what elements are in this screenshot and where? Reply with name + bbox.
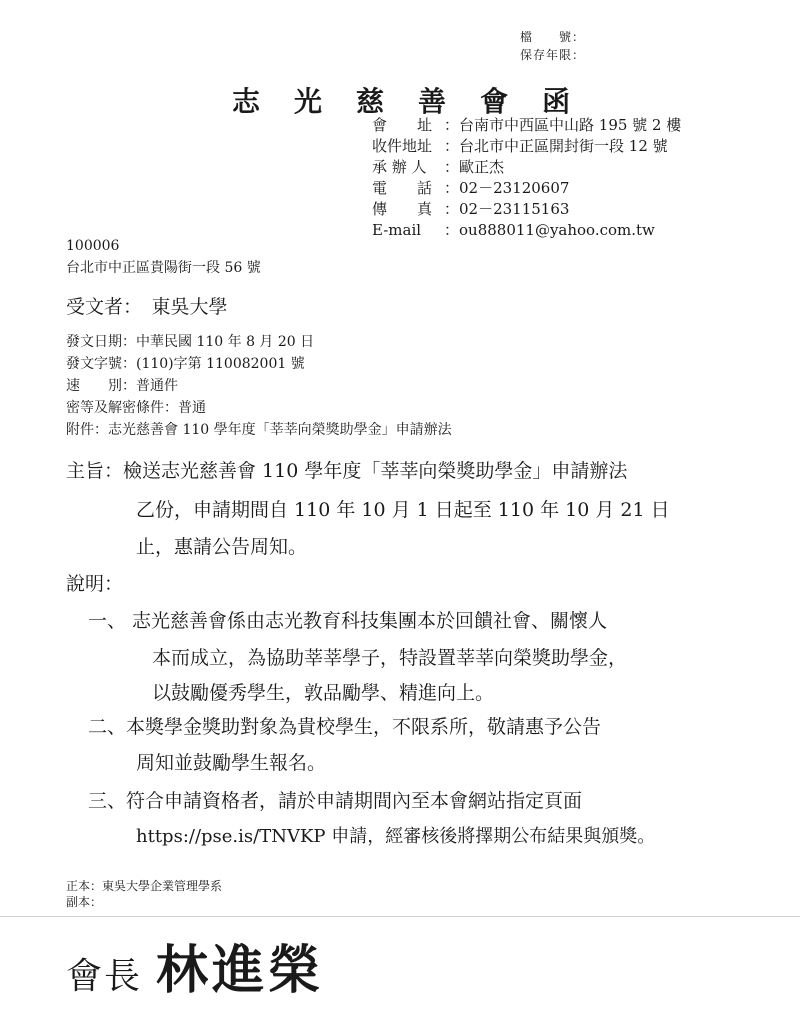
recipient-street-address: 台北市中正區貴陽街一段 56 號 xyxy=(66,260,261,276)
signature-stamp xyxy=(66,928,324,1003)
contact-person-value: ：歐正杰 xyxy=(444,158,505,176)
secrecy-level: 密等及解密條件：普通 xyxy=(66,400,206,416)
email-row xyxy=(372,220,681,241)
signature-title: 會長 xyxy=(66,956,143,997)
title-char: 函 xyxy=(542,85,571,118)
mailing-address-label: 收件地址 xyxy=(372,137,433,155)
phone-value: ：02－23120607 xyxy=(444,179,570,197)
title-char: 會 xyxy=(480,85,509,118)
divider xyxy=(0,916,800,917)
phone-label: 電 話 xyxy=(372,179,433,197)
attachment: 附件：志光慈善會 110 學年度「莘莘向榮獎助學金」申請辦法 xyxy=(66,422,452,438)
explanation-item-3-line-1: 三、符合申請資格者，請於申請期間內至本會網站指定頁面 xyxy=(88,790,583,812)
fax-label: 傳 真 xyxy=(372,200,433,218)
document-title xyxy=(232,80,570,120)
explanation-item-1-line-1: 一、 志光慈善會係由志光教育科技集團本於回饋社會、關懷人 xyxy=(88,610,608,632)
sender-address-value: ：台南市中西區中山路 195 號 2 樓 xyxy=(444,116,682,134)
email-value: ：ou888011@yahoo.com.tw xyxy=(444,221,655,239)
title-char: 慈 xyxy=(356,85,385,118)
explanation-heading: 說明： xyxy=(66,573,124,595)
contact-person-label: 承 辦 人 xyxy=(372,158,427,176)
sender-address-label: 會 址 xyxy=(372,116,433,134)
subject-line-1: 主旨：檢送志光慈善會 110 學年度「莘莘向榮獎助學金」申請辦法 xyxy=(66,460,628,482)
file-number-label: 檔 號： xyxy=(520,30,586,44)
fax-row xyxy=(372,199,681,220)
copy-recipient: 副本： xyxy=(66,895,103,909)
sender-address-row xyxy=(372,115,681,136)
mailing-address-value: ：台北市中正區開封街一段 12 號 xyxy=(444,137,668,155)
fax-value: ：02－23115163 xyxy=(444,200,570,218)
delivery-speed: 速 別：普通件 xyxy=(66,378,178,394)
title-char: 光 xyxy=(294,85,323,118)
explanation-item-1-line-3: 以鼓勵優秀學生，敦品勵學、精進向上。 xyxy=(152,682,495,704)
document-number: 發文字號：(110)字第 110082001 號 xyxy=(66,356,305,372)
explanation-item-2-line-2: 周知並鼓勵學生報名。 xyxy=(136,752,327,774)
sender-info xyxy=(372,115,681,241)
title-char: 志 xyxy=(232,85,261,118)
retention-period-label: 保存年限： xyxy=(520,48,586,62)
phone-row xyxy=(372,178,681,199)
contact-person-row xyxy=(372,157,681,178)
title-char: 善 xyxy=(418,85,447,118)
explanation-item-3-line-2: https://pse.is/TNVKP 申請，經審核後將擇期公布結果與頒獎。 xyxy=(136,826,656,847)
explanation-item-1-line-2: 本而成立，為協助莘莘學子，特設置莘莘向榮獎助學金， xyxy=(152,647,628,669)
subject-line-2: 乙份，申請期間自 110 年 10 月 1 日起至 110 年 10 月 21 日 xyxy=(136,499,670,521)
explanation-item-2-line-1: 二、本獎學金獎助對象為貴校學生，不限系所，敬請惠予公告 xyxy=(88,716,602,738)
signature-name: 林進榮 xyxy=(156,940,325,1001)
mailing-address-row xyxy=(372,136,681,157)
recipient: 受文者： 東吳大學 xyxy=(66,296,228,318)
issue-date: 發文日期：中華民國 110 年 8 月 20 日 xyxy=(66,334,315,350)
email-label: E-mail xyxy=(372,221,422,239)
postal-code: 100006 xyxy=(66,238,120,254)
subject-line-3: 止，惠請公告周知。 xyxy=(136,536,308,558)
original-recipient: 正本：東吳大學企業管理學系 xyxy=(66,879,223,893)
